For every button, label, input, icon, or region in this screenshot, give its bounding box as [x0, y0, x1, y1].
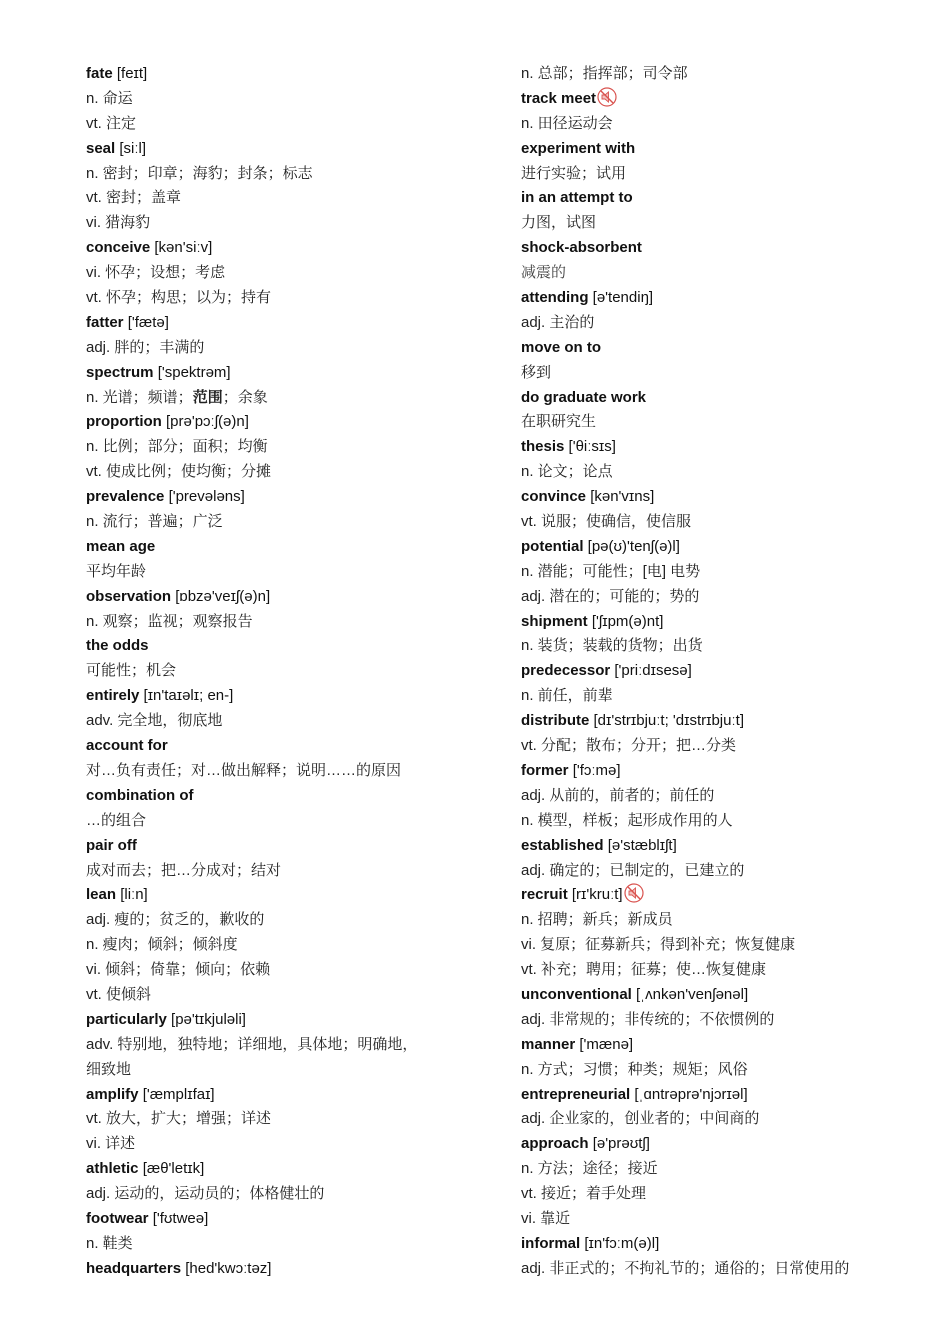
- vocab-entry: [521, 983, 901, 1008]
- phonetic: [feɪt]: [116, 65, 148, 82]
- phonetic: [ɪn'taɪəlɪ; en-]: [143, 687, 234, 705]
- headword: fatter: [86, 313, 124, 331]
- phonetic: [kən'vɪns]: [590, 488, 655, 506]
- headword: combination of: [86, 786, 194, 804]
- definition: vt. 放大，扩大；增强；详述: [86, 1110, 272, 1128]
- headword: unconventional: [521, 985, 632, 1003]
- definition: vt. 补充；聘用；征募；使…恢复健康: [521, 961, 767, 979]
- definition: vt. 分配；散布；分开；把…分类: [521, 737, 737, 755]
- definition: adj. 从前的，前者的；前任的: [521, 786, 715, 804]
- vocab-entry: [86, 684, 466, 709]
- phonetic: [ˌɑntrəprə'njɔrɪəl]: [634, 1085, 748, 1103]
- definition: adv. 特别地，独特地；详细地，具体地；明确地，: [86, 1035, 418, 1053]
- vocab-entry: [521, 535, 901, 560]
- headword: shipment: [521, 612, 588, 630]
- headword: conceive: [86, 239, 151, 257]
- phonetic: ['fɔːmə]: [572, 761, 621, 779]
- headword: pair off: [86, 836, 137, 854]
- definition: 移到: [521, 363, 552, 381]
- phonetic: ['fʊtweə]: [152, 1209, 209, 1227]
- vocab-entry: [86, 535, 466, 560]
- phonetic: [ə'prəʊtʃ]: [592, 1135, 650, 1153]
- definition: vt. 使倾斜: [86, 985, 152, 1003]
- vocab-entry: [521, 286, 901, 311]
- headword: distribute: [521, 712, 590, 730]
- vocab-entry: [86, 1207, 466, 1232]
- phonetic: [ˌʌnkən'venʃənəl]: [636, 985, 749, 1003]
- definition: n. 流行；普遍；广泛: [86, 513, 223, 531]
- definition: 力图，试图: [521, 214, 597, 232]
- vocab-entry: [521, 659, 901, 684]
- definition: n. 密封；印章；海豹；封条；标志: [86, 164, 313, 182]
- vocab-entry: [521, 137, 901, 162]
- vocab-entry: [521, 87, 901, 112]
- definition: vt. 接近；着手处理: [521, 1185, 647, 1203]
- definition: adj. 胖的；丰满的: [86, 338, 205, 356]
- headword: in an attempt to: [521, 189, 633, 207]
- left-column: [86, 62, 466, 1282]
- speaker-icon[interactable]: [597, 87, 617, 107]
- definition: 进行实验；试用: [521, 164, 627, 182]
- definition: 成对而去；把…分成对；结对: [86, 861, 282, 879]
- definition: vt. 注定: [86, 114, 137, 132]
- definition: n. 总部；指挥部；司令部: [521, 65, 688, 82]
- phonetic: [ɪn'fɔːm(ə)l]: [584, 1234, 660, 1252]
- definition: n. 瘦肉；倾斜；倾斜度: [86, 936, 238, 954]
- headword: potential: [521, 537, 584, 555]
- definition: 在职研究生: [521, 413, 597, 431]
- definition: vi. 靠近: [521, 1209, 571, 1227]
- definition: vt. 说服；使确信，使信服: [521, 513, 692, 531]
- vocab-entry: [86, 834, 466, 859]
- definition: n. 观察；监视；观察报告: [86, 612, 253, 630]
- definition: adj. 运动的，运动员的；体格健壮的: [86, 1185, 325, 1203]
- vocab-entry: [86, 634, 466, 659]
- vocab-entry: [521, 759, 901, 784]
- definition: vi. 倾斜；倚靠；倾向；依赖: [86, 961, 271, 979]
- definition: n. 方法；途径；接近: [521, 1160, 658, 1178]
- phonetic: ['æmplɪfaɪ]: [142, 1085, 215, 1103]
- definition: adj. 非正式的；不拘礼节的；通俗的；日常使用的: [521, 1259, 850, 1277]
- definition: n. 前任，前辈: [521, 687, 613, 705]
- headword: attending: [521, 289, 589, 307]
- vocab-entry: [86, 62, 466, 87]
- headword: footwear: [86, 1209, 149, 1227]
- definition: vi. 复原；征募新兵；得到补充；恢复健康: [521, 936, 796, 954]
- headword: informal: [521, 1234, 581, 1252]
- definition: vi. 猎海豹: [86, 214, 151, 232]
- phonetic: [dɪ'strɪbjuːt; 'dɪstrɪbjuːt]: [593, 712, 744, 730]
- definition: 平均年龄: [86, 562, 147, 580]
- headword: thesis: [521, 438, 565, 456]
- headword: approach: [521, 1135, 589, 1153]
- definition: …的组合: [86, 811, 147, 829]
- headword: established: [521, 836, 604, 854]
- headword: seal: [86, 139, 116, 157]
- vocab-entry: [521, 186, 901, 211]
- definition: adj. 非常规的；非传统的；不依惯例的: [521, 1010, 775, 1028]
- headword: experiment with: [521, 139, 636, 157]
- definition-part: n. 光谱；频谱；: [86, 388, 193, 406]
- headword: manner: [521, 1035, 576, 1053]
- vocab-entry: [86, 883, 466, 908]
- phonetic: ['θiːsɪs]: [568, 438, 616, 456]
- headword: move on to: [521, 338, 602, 356]
- headword: account for: [86, 737, 168, 755]
- phonetic: [æθ'letɪk]: [142, 1160, 205, 1178]
- definition: n. 潜能；可能性；[电] 电势: [521, 562, 701, 580]
- definition: adv. 完全地，彻底地: [86, 712, 223, 730]
- headword: shock-absorbent: [521, 239, 642, 257]
- headword: mean age: [86, 537, 156, 555]
- definition: vt. 使成比例；使均衡；分摊: [86, 463, 272, 481]
- vocab-entry: [86, 585, 466, 610]
- definition: vt. 怀孕；构思；以为；持有: [86, 289, 272, 307]
- phonetic: [ə'stæblɪʃt]: [607, 836, 677, 854]
- vocab-entry: [521, 1132, 901, 1157]
- definition: n. 方式；习惯；种类；规矩；风俗: [521, 1060, 748, 1078]
- definition: [86, 386, 466, 411]
- definition: n. 鞋类: [86, 1234, 133, 1252]
- definition-part: ；余象: [222, 388, 268, 406]
- vocab-entry: [521, 709, 901, 734]
- vocab-entry: [521, 1083, 901, 1108]
- headword: proportion: [86, 413, 162, 431]
- definition: 可能性；机会: [86, 662, 177, 680]
- vocab-entry: [86, 1008, 466, 1033]
- headword: headquarters: [86, 1259, 182, 1277]
- vocab-entry: [521, 883, 901, 908]
- phonetic: [rɪ'kruːt]: [571, 886, 623, 904]
- definition: adj. 企业家的，创业者的；中间商的: [521, 1110, 760, 1128]
- definition: adj. 潜在的；可能的；势的: [521, 587, 700, 605]
- headword: spectrum: [86, 363, 154, 381]
- vocab-entry: [86, 1083, 466, 1108]
- headword: fate: [86, 65, 113, 82]
- phonetic: [siːl]: [119, 139, 147, 157]
- speaker-icon[interactable]: [624, 883, 644, 903]
- vocab-entry: [521, 386, 901, 411]
- phonetic: ['fætə]: [127, 313, 169, 331]
- vocab-entry: [86, 137, 466, 162]
- right-column: [521, 62, 901, 1282]
- vocab-entry: [521, 1033, 901, 1058]
- phonetic: [hed'kwɔːtəz]: [185, 1259, 272, 1277]
- headword: lean: [86, 886, 117, 904]
- vocab-entry: [86, 311, 466, 336]
- vocab-entry: [86, 361, 466, 386]
- definition: vt. 密封；盖章: [86, 189, 182, 207]
- phonetic: ['priːdɪsesə]: [614, 662, 692, 680]
- phonetic: [pə(ʊ)'tenʃ(ə)l]: [587, 537, 680, 555]
- vocab-entry: [86, 1157, 466, 1182]
- phonetic: [prə'pɔːʃ(ə)n]: [166, 413, 249, 431]
- headword: entirely: [86, 687, 140, 705]
- phonetic: [ɒbzə'veɪʃ(ə)n]: [175, 587, 271, 605]
- definition: adj. 主治的: [521, 313, 595, 331]
- headword: predecessor: [521, 662, 611, 680]
- vocab-entry: [521, 336, 901, 361]
- definition: vi. 怀孕；设想；考虑: [86, 264, 226, 282]
- vocab-entry: [86, 410, 466, 435]
- definition: n. 比例；部分；面积；均衡: [86, 438, 268, 456]
- definition: 减震的: [521, 264, 567, 282]
- headword: do graduate work: [521, 388, 647, 406]
- vocab-entry: [86, 1257, 466, 1282]
- phonetic: ['prevələns]: [168, 488, 245, 506]
- vocab-entry: [86, 784, 466, 809]
- phonetic: ['spektrəm]: [157, 363, 231, 381]
- vocab-entry: [521, 834, 901, 859]
- phonetic: ['ʃɪpm(ə)nt]: [591, 612, 664, 630]
- definition: n. 论文；论点: [521, 463, 613, 481]
- headword: recruit: [521, 886, 568, 904]
- vocab-entry: [521, 485, 901, 510]
- definition: n. 命运: [86, 89, 133, 107]
- vocab-entry: [86, 734, 466, 759]
- phonetic: ['mænə]: [579, 1035, 634, 1053]
- phonetic: [liːn]: [120, 886, 148, 904]
- definition: n. 田径运动会: [521, 114, 613, 132]
- definition: n. 模型，样板；起形成作用的人: [521, 811, 733, 829]
- headword: observation: [86, 587, 172, 605]
- vocab-entry: [521, 610, 901, 635]
- phonetic: [pə'tɪkjuləli]: [171, 1010, 246, 1028]
- definition: adj. 确定的；已制定的，已建立的: [521, 861, 745, 879]
- definition: 细致地: [86, 1060, 132, 1078]
- phonetic: [kən'siːv]: [154, 239, 213, 257]
- definition: n. 招聘；新兵；新成员: [521, 911, 673, 929]
- headword: amplify: [86, 1085, 139, 1103]
- vocab-entry: [521, 435, 901, 460]
- headword: the odds: [86, 637, 149, 655]
- definition: 对…负有责任；对…做出解释；说明……的原因: [86, 761, 402, 779]
- vocab-entry: [521, 236, 901, 261]
- vocab-entry: [521, 1232, 901, 1257]
- headword: convince: [521, 488, 587, 506]
- headword: prevalence: [86, 488, 165, 506]
- phonetic: [ə'tendiŋ]: [592, 289, 654, 307]
- headword: former: [521, 761, 569, 779]
- definition: adj. 瘦的；贫乏的，歉收的: [86, 911, 265, 929]
- definition: vi. 详述: [86, 1135, 136, 1153]
- vocab-entry: [86, 236, 466, 261]
- vocab-entry: [86, 485, 466, 510]
- headword: entrepreneurial: [521, 1085, 631, 1103]
- definition-part: 范围: [192, 388, 223, 406]
- headword: athletic: [86, 1160, 139, 1178]
- headword: track meet: [521, 89, 597, 107]
- headword: particularly: [86, 1010, 167, 1028]
- definition: n. 装货；装载的货物；出货: [521, 637, 703, 655]
